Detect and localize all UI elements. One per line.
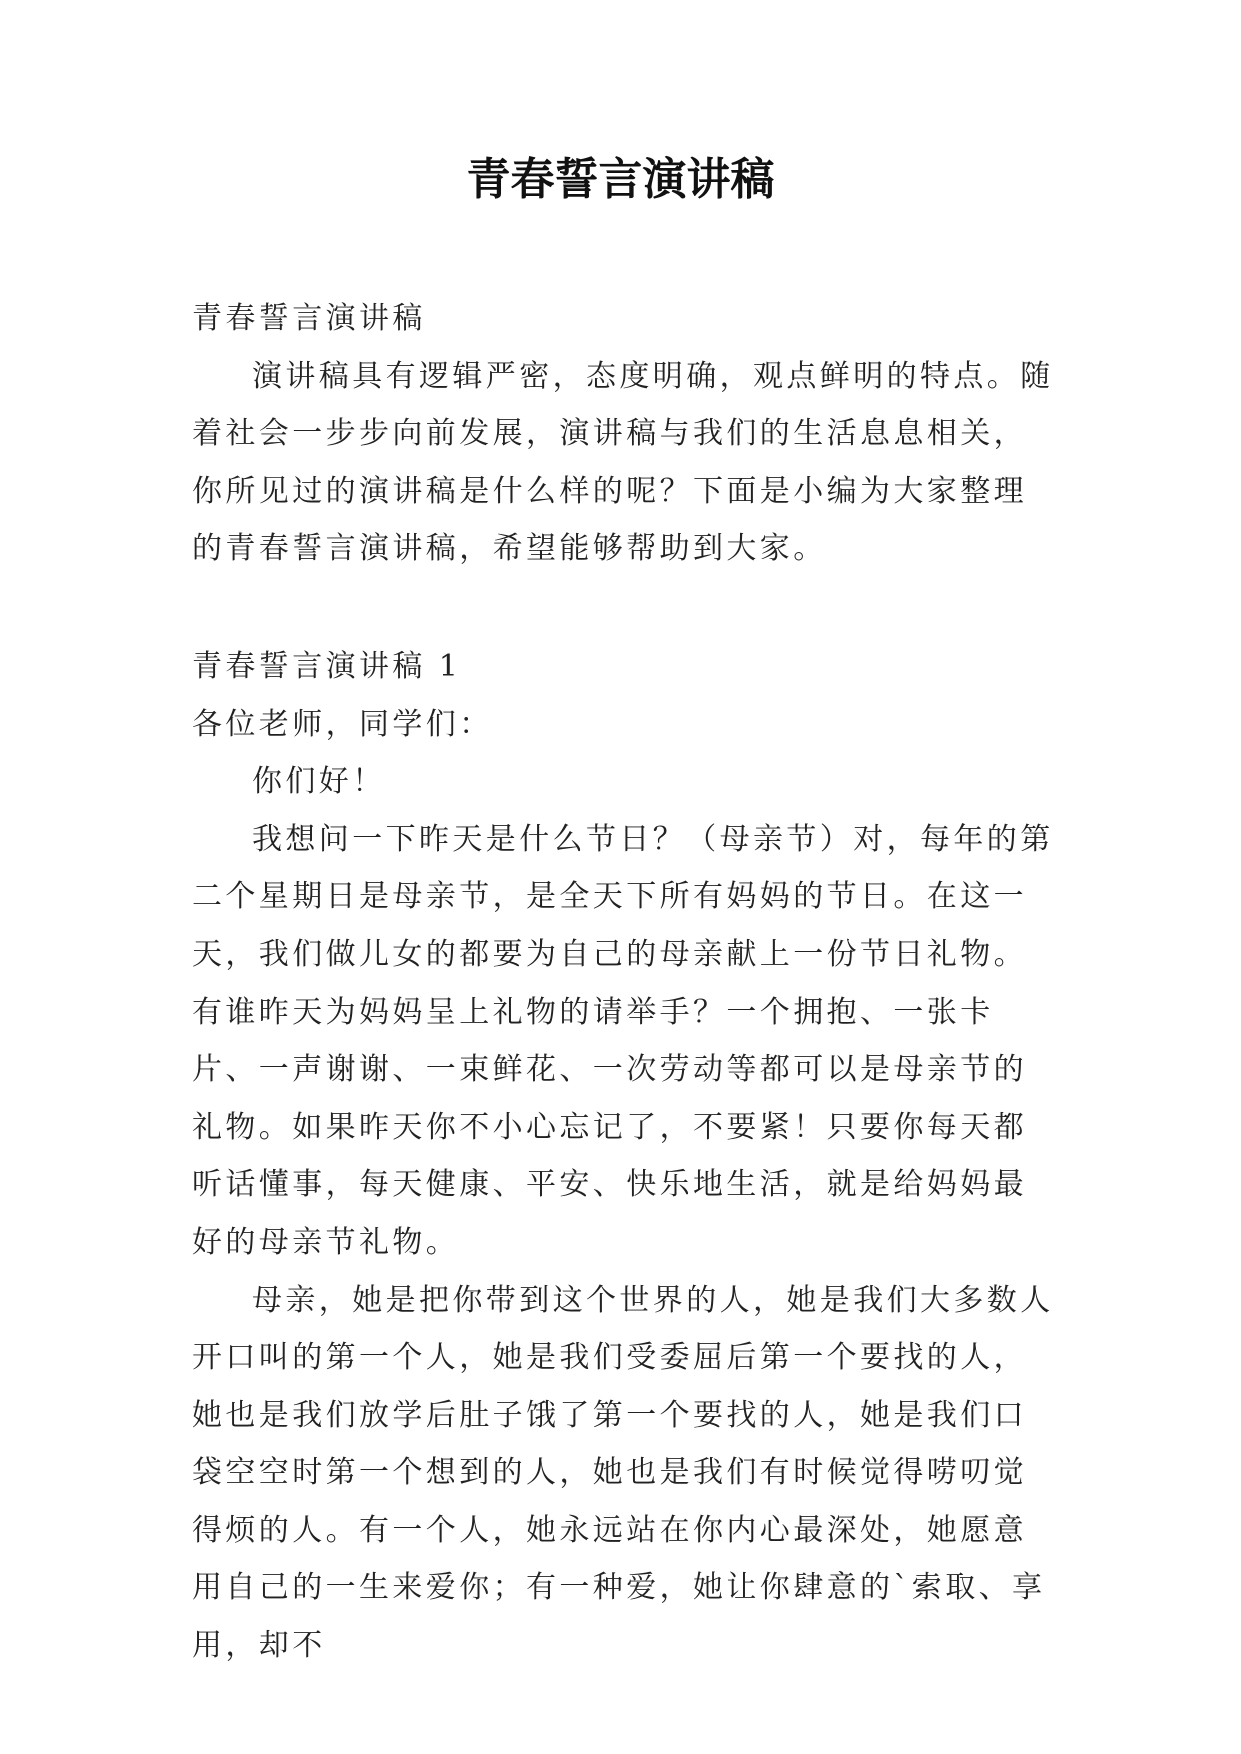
document-title: 青春誓言演讲稿 (466, 154, 775, 205)
body-paragraph-2: 母亲，她是把你带到这个世界的人，她是我们大多数人开口叫的第一个人，她是我们受委屈后第一个要找的人，她也是我们放学后肚子饿了第一个要找的人，她是我们口袋空空时第一个想到的人，她也是我们有时候觉得唠叨觉得烦的人。有一个人，她永远站在你内心最深处，她愿意用自己的一生来爱你；有一种爱，她让你肆意的`索取、享用，却不 (192, 1282, 1054, 1664)
document-body (192, 290, 1058, 1675)
intro-paragraph: 演讲稿具有逻辑严密，态度明确，观点鲜明的特点。随着社会一步步向前发展，演讲稿与我们的生活息息相关，你所见过的演讲稿是什么样的呢？下面是小编为大家整理的青春誓言演讲稿，希望能够帮助到大家。 (192, 358, 1054, 567)
body-paragraph-1: 我想问一下昨天是什么节日？（母亲节）对，每年的第二个星期日是母亲节，是全天下所有妈妈的节日。在这一天，我们做儿女的都要为自己的母亲献上一份节日礼物。有谁昨天为妈妈呈上礼物的请举手？一个拥抱、一张卡片、一声谢谢、一束鲜花、一次劳动等都可以是母亲节的礼物。如果昨天你不小心忘记了，不要紧！只要你每天都听话懂事，每天健康、平安、快乐地生活，就是给妈妈最好的母亲节礼物。 (192, 821, 1054, 1260)
section-title: 青春誓言演讲稿 1 (192, 648, 462, 684)
section-gap (192, 578, 1058, 638)
subtitle: 青春誓言演讲稿 (192, 301, 426, 336)
greeting: 你们好！ (252, 764, 386, 800)
salutation: 各位老师，同学们： (192, 706, 493, 742)
